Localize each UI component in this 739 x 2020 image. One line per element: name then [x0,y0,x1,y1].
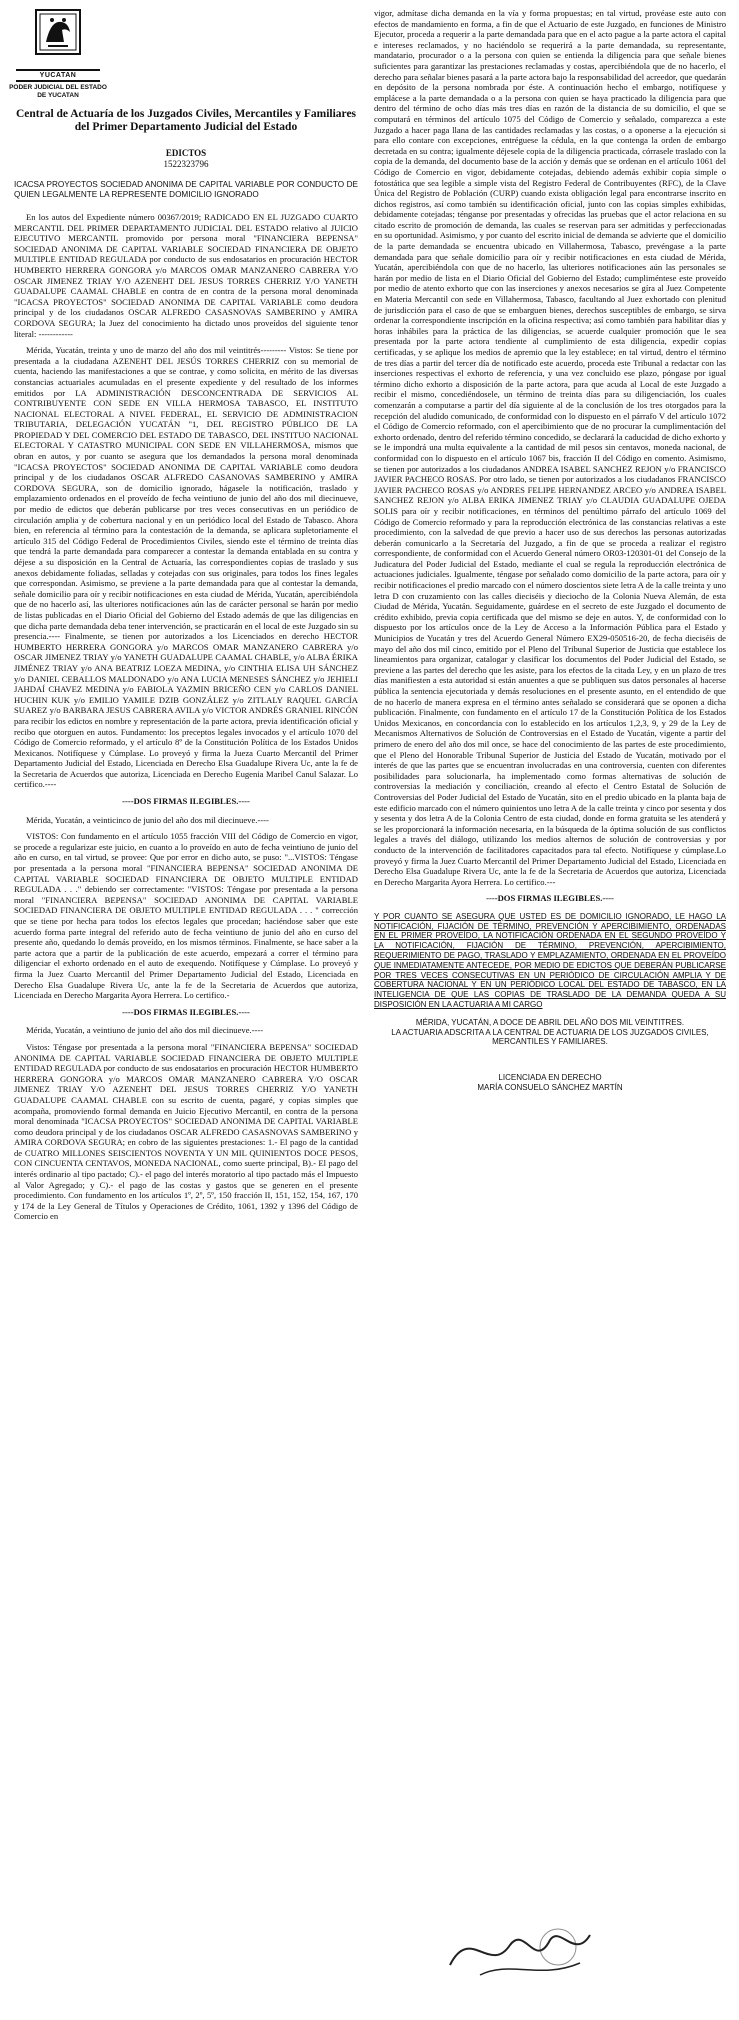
paragraph: En los autos del Expediente número 00367/2019; RADICADO EN EL JUZGADO CUARTO MERCANTIL DEL PRIMER DEPARTAMENTO JUDICIAL DEL ESTADO relativo al JUICIO EJECUTIVO MERCANTIL promovido por persona moral "FINANCIERA BEPENSA" SOCIEDAD ANONIMA DE CAPITAL VARIABLE SOCIEDAD FINANCIERA DE OBJETO MULTIPLE ENTIDAD REGULADA por conducto de sus endosatarios en procuración HECTOR HUMBERTO HERRERA GONGORA y/o MARCOS OMAR MANZANERO CABRERA Y/O OSCAR JIMENEZ TRIAY Y/O AZENEHT DEL JESUS TORRES CHERRIZ Y/O YANETH GUADALUPE CAAMAL CHABLE en contra de en contra de la persona moral denominada "ICACSA PROYECTOS" SOCIEDAD ANONIMA DE CAPITAL VARIABLE como deudora principal y de los ciudadanos OSCAR ALFREDO CASASNOVAS SAMBERINO y AMIRA CORDOVA SEGURA; la Juez del conocimiento ha dictado unos proveídos del siguiente tenor literal: ------------ [14,212,358,339]
addressee: ICACSA PROYECTOS SOCIEDAD ANONIMA DE CAPITAL VARIABLE POR CONDUCTO DE QUIEN LEGALMENTE LA REPRESENTE DOMICILIO IGNORADO [14,180,358,199]
closing-notice: Y POR CUANTO SE ASEGURA QUE USTED ES DE DOMICILIO IGNORADO, LE HAGO LA NOTIFICACIÓN, FIJACIÓN DE TÉRMINO, PREVENCIÓN Y APERCIBIMIENTO, ORDENADAS EN EL PRIMER PROVEÍDO, LA NOTIFICACIÓN ORDENADA EN EL SEGUNDO PROVEÍDO Y LA NOTIFICACIÓN, FIJACIÓN DE TÉRMINO, PREVENCIÓN, APERCIBIMIENTO, REQUERIMIENTO DE PAGO, TRASLADO Y EMPLAZAMIENTO, ORDENADA EN EL PROVEÍDO QUE INMEDIATAMENTE ANTECEDE, POR MEDIO DE EDICTOS QUE DEBERÁN PUBLICARSE POR TRES VECES CONSECUTIVAS EN UN PERIÓDICO DE CIRCULACIÓN AMPLIA Y DE COBERTURA NACIONAL Y EN UN PERIÓDICO LOCAL DEL ESTADO DE TABASCO, EN LA INTELIGENCIA DE QUE LAS COPIAS DE TRASLADO DE LA DEMANDA QUEDA A SU DISPOSICIÓN EN LA ACTUARIA A MI CARGO [374,911,726,1010]
paragraph: Mérida, Yucatán, a veintiuno de junio del año dos mil diecinueve.---- [26,1025,264,1036]
actuaria-line: LA ACTUARIA ADSCRITA A LA CENTRAL DE ACTUARIA DE LOS JUZGADOS CIVILES, MERCANTILES Y FAMILIARES. [391,1027,709,1047]
edictos-heading: EDICTOS [165,148,207,158]
paragraph: Mérida, Yucatán, treinta y uno de marzo del año dos mil veintitrés--------- Vistos: Se tiene por presentada a la ciudadana AZENEHT DEL JESÚS TORRES CHERRIZ con su memorial de cuenta, haciendo las manifestaciones a que se contrae, y como solicita, en mérito de las diversas constancias actuariales acumuladas en el presente expediente y del resultado de los informes emitidos por LA ADMINISTRACIÓN DESCONCENTRADA DE SERVICIOS AL CONTRIBUYENTE CON SEDE EN VILLA HERMOSA TABASCO, EL INSTITUTO NACIONAL ELECTORAL A NIVEL FEDERAL, EL SERVICIO DE ADMINISTRACION TRIBUTARIA, DELEGACIÓN YUCATÁN "1, DEL REGISTRO PÚBLICO DE LA PROPIEDAD Y DEL COMERCIO DEL ESTADO DE TABASCO, DEL INSTITUO NACIONAL ELECTORAL Y CATASTRO MUNICIPAL CON SEDE EN VILLAHERMOSA, mismos que obran en autos, y por cuanto se asegura que los demandados la persona moral denominada "ICACSA PROYECTOS" SOCIEDAD ANONIMA DE CAPITAL VARIABLE como deudora principal y de los ciudadanos OSCAR ALFREDO CASANOVAS SAMBERINO y AMIRA CORDOVA SEGURA, son de domicilio ignorado, hágasele la notificación, traslado y emplazamiento ordenados en el proveído de fecha veintiuno de junio del año dos mil diecinueve, por medio de edictos que deberán publicarse por tres veces consecutivas en un periódico de circulación amplia y de cobertura nacional y en un periódico local del Estado de Tabasco. Ahora bien, en referencia al término para la contestación de la demanda, se aplicara supletoriamente el artículo 315 del Código Federal de Procedimientos Civiles, siendo este el término de treinta días que tendrá la parte demandada para comparecer a contestar la demanda entablada en su contra y déjese a su disposición en la Central de Actuaría, las correspondientes copias de traslado y sus anexos debidamente foliadas, selladas y cotejadas con sus originales, para todos los fines legales que correspondan. Asimismo, se previene a la parte demandada para que al contestar la demanda, señale domicilio para oír y recibir notificaciones en esta ciudad de Mérida, Yucatán, apercibiéndola que de no hacerlo así, las ulteriores notificaciones aún las de carácter personal se harán por medio de listas publicadas en el Diario Oficial del Gobierno del Estado además de que las diligencias en que dicha parte demandada deba tener intervención, se practicarán en el local de este Juzgado sin su presencia.---- Finalmente, se tienen por autorizados a los Licenciados en derecho HECTOR HUMBERTO HERRERA GONGORA y/o MARCOS OMAR MANZANERO CABRERA y/o OSCAR JIMENEZ TRIAY y/o YANETH GUADALUPE CAAMAL CHABLE, y/o ALBA ÉRIKA JIMÉNEZ TRIAY y/o ANA BEATRIZ LOEZA MEDINA, y/o CINTHIA ELISA UH SÁNCHEZ y/o DANIEL CEBALLOS MALDONADO y/o ANA LUCIA MENESES SÁNCHEZ y/o JEHIELI JAHDAÍ CHAVEZ MEDINA y/o FABIOLA YAZMIN BRICEÑO CEN y/o CARLOS DANIEL HUCHIN KUK y/o EMILIO YAMILE DZIB GONZÁLEZ y/o ZITLALY RAQUEL GARCÍA SUAREZ y/o BARBARA JESUS CABRERA AVILA y/o VICTOR ANDRÉS GRANIEL RINCÓN para recibir los edictos en nombre y representación de la parte actora, previa identificación oficial y recibo que otorguen en autos. Fundamento: los preceptos legales invocados y el artículo 1070 del Código de Comercio reformado, y el artículo 8º de la Constitución Política de los Estados Unidos Mexicanos. Notifíquese y Cúmplase. Lo proveyó y firma la Jueza Cuarto Mercantil del Primer Departamento Judicial del Estado, Licenciada en Derecho Elsa Guadalupe Rivera Uc, ante la fe de la Secretaria de Acuerdos que autoriza, Licenciada en Derecho Eugenia Maribel Canul Salazar. Lo certifico.---- [14,345,358,790]
right-column [374,8,726,1093]
paragraph: Mérida, Yucatán, a veinticinco de junio del año dos mil diecinueve.---- [26,814,269,825]
poder-judicial-label: PODER JUDICIAL DEL ESTADO DE YUCATAN [9,84,107,99]
illegible-signatures: ----DOS FIRMAS ILEGIBLES.---- [122,796,250,807]
date-line: MÉRIDA, YUCATÁN, A DOCE DE ABRIL DEL AÑO DOS MIL VEINTITRES. [415,1017,685,1027]
paragraph: vigor, admítase dicha demanda en la vía y forma propuestas; en tal virtud, provéase este auto con efectos de mandamiento en forma, a fin de que el Actuario de este Juzgado, en funciones de Ministro Ejecutor, proceda a requerir a la parte demandada para que en el acto pague a la parte actora el capital e intereses reclamados, y no haciéndolo se requerirá a la parte demandada, su representante, mandatario, procurador o a la persona con quien se entienda la diligencia para que señale bienes suficientes para garantizar las prestaciones reclamadas y costas, apercibiéndola que de no hacerlo, el derecho para señalar bienes pasará a la parte actora bajo la responsabilidad del acreedor, que quedarán en depósito de la persona nombrada por éste. A continuación hecho el embargo, notifíquese y emplácese a la parte demandada o a la persona con quien se haya practicado la diligencia para que dentro del término de ocho días más tres días en razón de la distancia de su domicilio, el que se computará en términos del artículo 1075 del Código de Comercio y señalado, comparezca a este Juzgado a hacer paga llana de las cantidades reclamadas y las costas, o a oponerse a la ejecución si para ello contare con excepciones, entréguese la cédula, en la que contenga la orden de embargo decretada en su contra; igualmente déjesele copia de la diligencia practicada, córrasele traslado con la copia de la demanda, del documento base de la acción y demás que se ordenan en el artículo 1061 del Código de Comercio en vigor, debidamente cotejadas, debiendo además exhibir copia simple o fotostática que sea legible a simple vista del Registro Federal de Contribuyentes (RFC), de la Clave Única del Registro de Población (CURP) cuando exista obligación legal para encontrarse inscrito en dichos registros, así como también su identificación oficial, junto con las copias simples exhibidas, debidamente cotejadas; ténganse por presentadas y ofrecidas las pruebas que el actor relaciona en su citado escrito de promoción de demanda, las cuales se reservan para ser admitidas y perfeccionadas en su oportunidad. Asimismo, y por cuanto del escrito inicial de demanda se advierte que el domicilio de la parte demandada se encuentra ubicado en Villahermosa, Tabasco, prevéngase a la parte demandada para que señale domicilio para oír y recibir notificaciones en esta ciudad de Mérida, Yucatán, apercibiéndola con que de no hacerlo, las ulteriores notificaciones aún las personales se harán por medio de lista en el Diario Oficial del Gobierno del Estado; cumpliméntese este proveído por medio de atento exhorto que con las inserciones y anexos necesarios se gíra al Juez Competente en Materia Mercantil con sede en Villahermosa, Tabasco, facultando al Juez exhortado con plenitud de jurisdicción para el caso de que se embarguen bienes, derechos susceptibles de embargo, se sirva ordenar la correspondiente inscripción en la oficina respectiva; así como también para habilitar días y horas inhábiles para la práctica de las diligencias, se acuerde cualquier promoción que le sea presentada por la parte actora tendiente al cumplimiento de esta diligencia, expedir copias certificadas, y se aplique los medios de apremio que la ley establece; en tal virtud, dentro el término de tres días a partir del tercer día de notificado este acuerdo, proceda este Tribunal a redactar con las inserciones respectivas el exhorto de referencia, y una vez concluido ese plazo, póngase por igual término dicho exhorto a disposición de la parte actora, para que acuda al Local de este Juzgado a recibir el mismo, concediéndosele, un término de treinta días para su diligenciación, los cuales comenzarán a computarse a partir del día siguiente al de la conclusión de los tres otorgados para la recepción del aludido comunicado, de conformidad con lo dispuesto en el párrafo V del artículo 1072 el Código de Comercio reformado, con el apercibimiento que de no procurar la cumplimentación del exhorto ordenado, dentro del referido término concedido, se declarará la caducidad de dicho exhorto y se le impondrá una multa equivalente a la cantidad de mil pesos sin centavos, moneda nacional, de conformidad con lo dispuesto en el artículo 1067 bis, fracción II del Código en comento. Asimismo, se tienen por autorizados a los ciudadanos ANDREA ISABEL SANCHEZ REJON y/o FRANCISCO JAVIER PACHECO ROSAS. Por otro lado, se tienen por autorizados a los ciudadanos FRANCISCO JAVIER PACHECO ROSAS y/o ANDRES FELIPE HERNANDEZ ARCEO y/o ANDREA ISABEL SANCHEZ REJON y/o ALBA ERIKA JIMENEZ TRIAY y/o CLAUDIA GUADALUPE OJEDA SOLIS para oír y recibir notificaciones, en términos del penúltimo párrafo del artículo 1069 del Código de Comercio reformado y para la reproducción electrónica de las constancias relativas a este procedimiento, con la salvedad de que previo a hacer uso de sus derechos las personas autorizadas deberán comunicarlo a la Secretaría del Juzgado, a fin de que se proceda a realizar el registro correspondiente, de conformidad con el Acuerdo General número OR03-120301-01 del Consejo de la Judicatura del Poder Judicial del Estado, mediante el cual se regula la reproducción electrónica de actuaciones judiciales. Igualmente, téngase por señalado como domicilio de la parte actora, para oír y recibir notificaciones el predio marcado con el número doscientos siete letra A de la calle treinta y uno letra D con cruzamiento con las calles dieciséis y dieciocho de la Colonia Nueva Alemán, de esta Ciudad de Mérida, Yucatán. Seguidamente, guárdese en el secreto de este Juzgado el documento de crédito exhibido, previa copia certificada que del mismo se deje en autos. Y, de conformidad con lo dispuesto por los artículos once de la Ley de Acceso a la Información Pública para el Estado y Municipios de Yucatán y tres del Acuerdo General Número EX29-050516-20, de fecha dieciséis de mayo del año dos mil cinco, emitido por el Pleno del Tribunal Superior de Justicia que establece los lineamientos para organizar, catalogar y clasificar los documentos del Poder Judicial del Estado, se previene a las partes del derecho que les asiste, para los efectos de la citada Ley, y en un plazo de tres días manifiesten a esta autoridad si están anuentes a que se publiquen sus datos personales al hacerse pública la sentencia ejecutoriada y demás resoluciones en el presente asunto, en el entendido de que de no hacerlo de manera expresa en el término antes señalado se considerará que se oponen a dicha publicación. Finalmente, con fundamento en el artículo 17 de la Constitución Política de los Estados Unidos Mexicanos, en concordancia con lo establecido en los artículos 1,2,3, 9, y 29 de la Ley de Mecanismos Alternativos de Solución de Controversias en el Estado de Yucatán, vigente a partir del primero de enero del año dos mil once, se hace del conocimiento de las partes de este procedimiento, que el Pleno del Honorable Tribunal Superior de Justicia del Estado de Yucatán, motivado por el interés de que las partes que se encuentran involucradas en una controversia, cuenten con diferentes posibilidades para solucionarla, ha implementado como formas alternativas de solución de controversias la mediación y conciliación, creando al efecto el Centro Estatal de Solución de Controversias del Poder Judicial del Estado de Yucatán, sito en el predio ubicado en la planta baja de este edificio marcado con el número quinientos uno letra A de la calle treinta y cinco por sesenta y dos y sesenta y dos letra A de la Colonia Centro de esta ciudad, donde en forma gratuita se les atenderá y se les proporcionará la información necesaria, en la búsqueda de la óptima solución de sus conflictos legales a través del diálogo, utilizando los medios alternos de solución de controversias y por conducto de la intervención de facilitadores capacitados para tal efecto. Notifíquese y cúmplase.Lo proveyó y firma la Juez Cuarto Mercantil del Primer Departamento Judicial del Estado, Licenciada en Derecho Elsa Guadalupe Rivera Uc, ante la fe de la Secretaria de Acuerdos que autoriza, Licenciada en Derecho Margarita Ayora Herrera. Lo certifico.--- [374,8,726,887]
left-column [14,0,358,1228]
court-title: Central de Actuaría de los Juzgados Civiles, Mercantiles y Familiares del Primer Departamento Judicial del Estado [15,108,357,133]
edict-number: 1522323796 [163,159,209,169]
paragraph: VISTOS: Con fundamento en el artículo 1055 fracción VIII del Código de Comercio en vigor, se procede a regularizar este juicio, en cuanto a lo proveído en auto de fecha veintiuno de junio del año en curso, en tal virtud, se provee: Que por error en dicho auto, se puso: "...VISTOS: Téngase por presentada a la persona moral "FINANCIERA BEPENSA" SOCIEDAD ANONIMA DE CAPITAL VARIABLE SOCIEDAD FINANCIERA DE OBJETO MULTIPLE ENTIDAD REGULADA . . ." debiendo ser correctamente: "VISTOS: Téngase por presentada a la persona moral "FINANCIERA BEPENSA" SOCIEDAD ANONIMA DE CAPITAL VARIABLE SOCIEDAD FINANCIERA DE OBJETO MULTIPLE ENTIDAD REGULADA . . . " corrección que se tiene por hecha para todos los efectos legales que procedan; haciéndose saber que este acuerdo forma parte integral del referido auto de fecha veintiuno de junio del año en curso del presente año, quedando lo demás proveído, en los mismos términos. Finalmente, se hace saber a la parte actora que a partir de la publicación de este acuerdo, empezará a correr el término para diligenciar el exhorto ordenado en el auto de exequendo. Notifíquese y Cúmplase. Lo proveyó y firma la Juez Cuarto Mercantil del Primer Departamento Judicial del Estado, Licenciada en Derecho Elsa Guadalupe Rivera Uc, ante la fe de la Secretaria de Acuerdos que autoriza, Licenciada en Derecho Margarita Ayora Herrera. Lo certifico.- [14,831,358,1001]
illegible-signatures: ----DOS FIRMAS ILEGIBLES.---- [486,893,614,904]
paragraph: Vistos: Téngase por presentada a la persona moral "FINANCIERA BEPENSA" SOCIEDAD ANONIMA DE CAPITAL VARIABLE SOCIEDAD FINANCIERA DE OBJETO MULTIPLE ENTIDAD REGULADA por conducto de sus endosatarios en procuración HECTOR HUMBERTO HERRERA GONGORA y/o MARCOS OMAR MANZANERO CABRERA Y/O OSCAR JIMENEZ TRIAY Y/O AZENEHT DEL JESUS TORRES CHERRIZ Y/O YANETH GUADALUPE CAAMAL CHABLE con su escrito de cuenta, pagaré, y copias simples que acompaña, promoviendo formal demanda en Juicio Ejecutivo Mercantil, en contra de la persona moral denominada "ICACSA PROYECTOS" SOCIEDAD ANONIMA DE CAPITAL VARIABLE como deudora principal y de los ciudadanos OSCAR ALFREDO CASASNOVAS SAMBERINO y AMIRA CORDOVA SEGURA; en cobro de las siguientes prestaciones: 1.- El pago de la cantidad de CUATRO MILLONES SEISCIENTOS NOVENTA Y UN MIL QUINIENTOS DOCE PESOS, CON CINCUENTA CENTAVOS, MONEDA NACIONAL, como suerte principal, B).- El pago del interés ordinario al tipo pactado; C).- el pago del interés moratorio al tipo pactado más el Impuesto al Valor Agregado; y C).- el pago de las costas y gastos que se generen en el presente procedimiento. Con fundamento en los artículos 1º, 2º, 5º, 150 fracción II, 151, 152, 154, 167, 170 y 174 de la Ley General de Títulos y Operaciones de Crédito, 1061, 1392 y 1396 del Código de Comercio en [14,1041,358,1222]
illegible-signatures: ----DOS FIRMAS ILEGIBLES.---- [122,1006,250,1017]
licenciada-label: LICENCIADA EN DERECHO [498,1073,602,1083]
handwritten-signature-icon [440,1905,600,1995]
seal-label: YUCATAN [16,69,100,82]
signer-name: MARÍA CONSUELO SÁNCHEZ MARTÍN [477,1083,623,1093]
